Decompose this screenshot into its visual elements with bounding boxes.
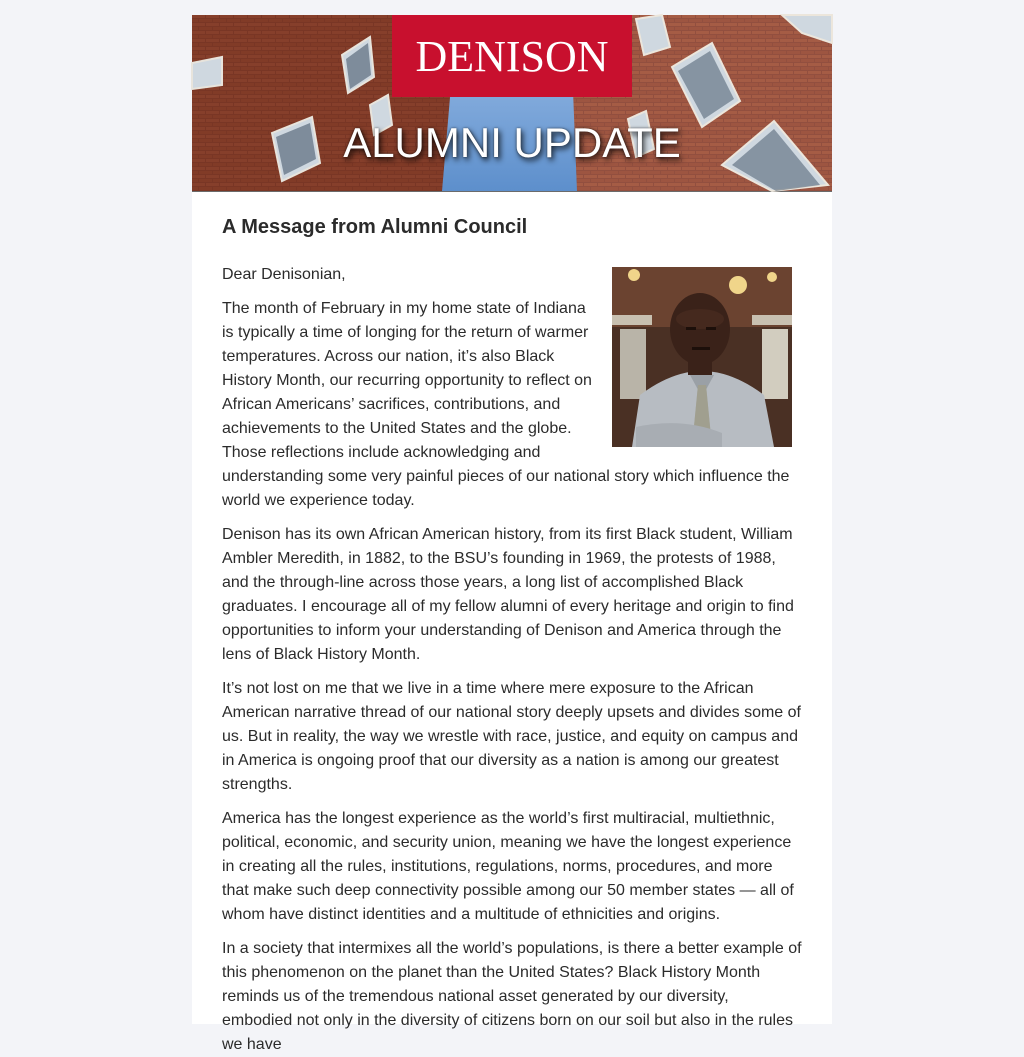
article-body: [192, 192, 832, 1057]
denison-logo[interactable]: [392, 15, 632, 97]
salutation: Dear Denisonian,: [222, 266, 346, 283]
paragraph: In a society that intermixes all the world’s populations, is there a better example of this phenomenon on the planet than the United States? Black History Month reminds us of the tremendous national asset generated by our diversity, embodied not only in the diversity of citizens born on our soil but also in the rules we have: [222, 940, 802, 1053]
banner-title: ALUMNI UPDATE: [343, 119, 681, 166]
portrait-photo: [612, 267, 792, 447]
header-banner: [192, 15, 832, 192]
paragraph: America has the longest experience as the world’s first multiracial, multiethnic, political, economic, and security union, meaning we have the longest experience in creating all the rules, institutions, regulations, norms, procedures, and more that make such deep connectivity possible among our 50 member states — all of whom have distinct identities and a multitude of ethnicities and origins.: [222, 810, 794, 923]
logo-text: DENISON: [415, 31, 609, 81]
author-portrait: [612, 267, 792, 447]
paragraph: The month of February in my home state of Indiana is typically a time of longing for the return of warmer temperatures. Across our nation, it’s also Black History Month, our recurring opportunity to reflect on African Americans’ sacrifices, contributions, and achievements to the United States and the globe. Those reflections include acknowledging and understanding some very painful pieces of our national story which influence the world we experience today.: [222, 300, 790, 509]
article-heading: A Message from Alumni Council: [222, 216, 528, 238]
paragraph: Denison has its own African American history, from its first Black student, William Ambler Meredith, in 1882, to the BSU’s founding in 1969, the protests of 1988, and the through-line across those years, a long list of accomplished Black graduates. I encourage all of my fellow alumni of every heritage and origin to find opportunities to inform your understanding of Denison and America through the lens of Black History Month.: [222, 526, 794, 663]
email-container: [192, 15, 832, 1053]
paragraph: It’s not lost on me that we live in a time where mere exposure to the African American narrative thread of our national story deeply upsets and divides some of us. But in reality, the way we wrestle with race, justice, and equity on campus and in America is ongoing proof that our diversity as a nation is among our greatest strengths.: [222, 680, 801, 793]
